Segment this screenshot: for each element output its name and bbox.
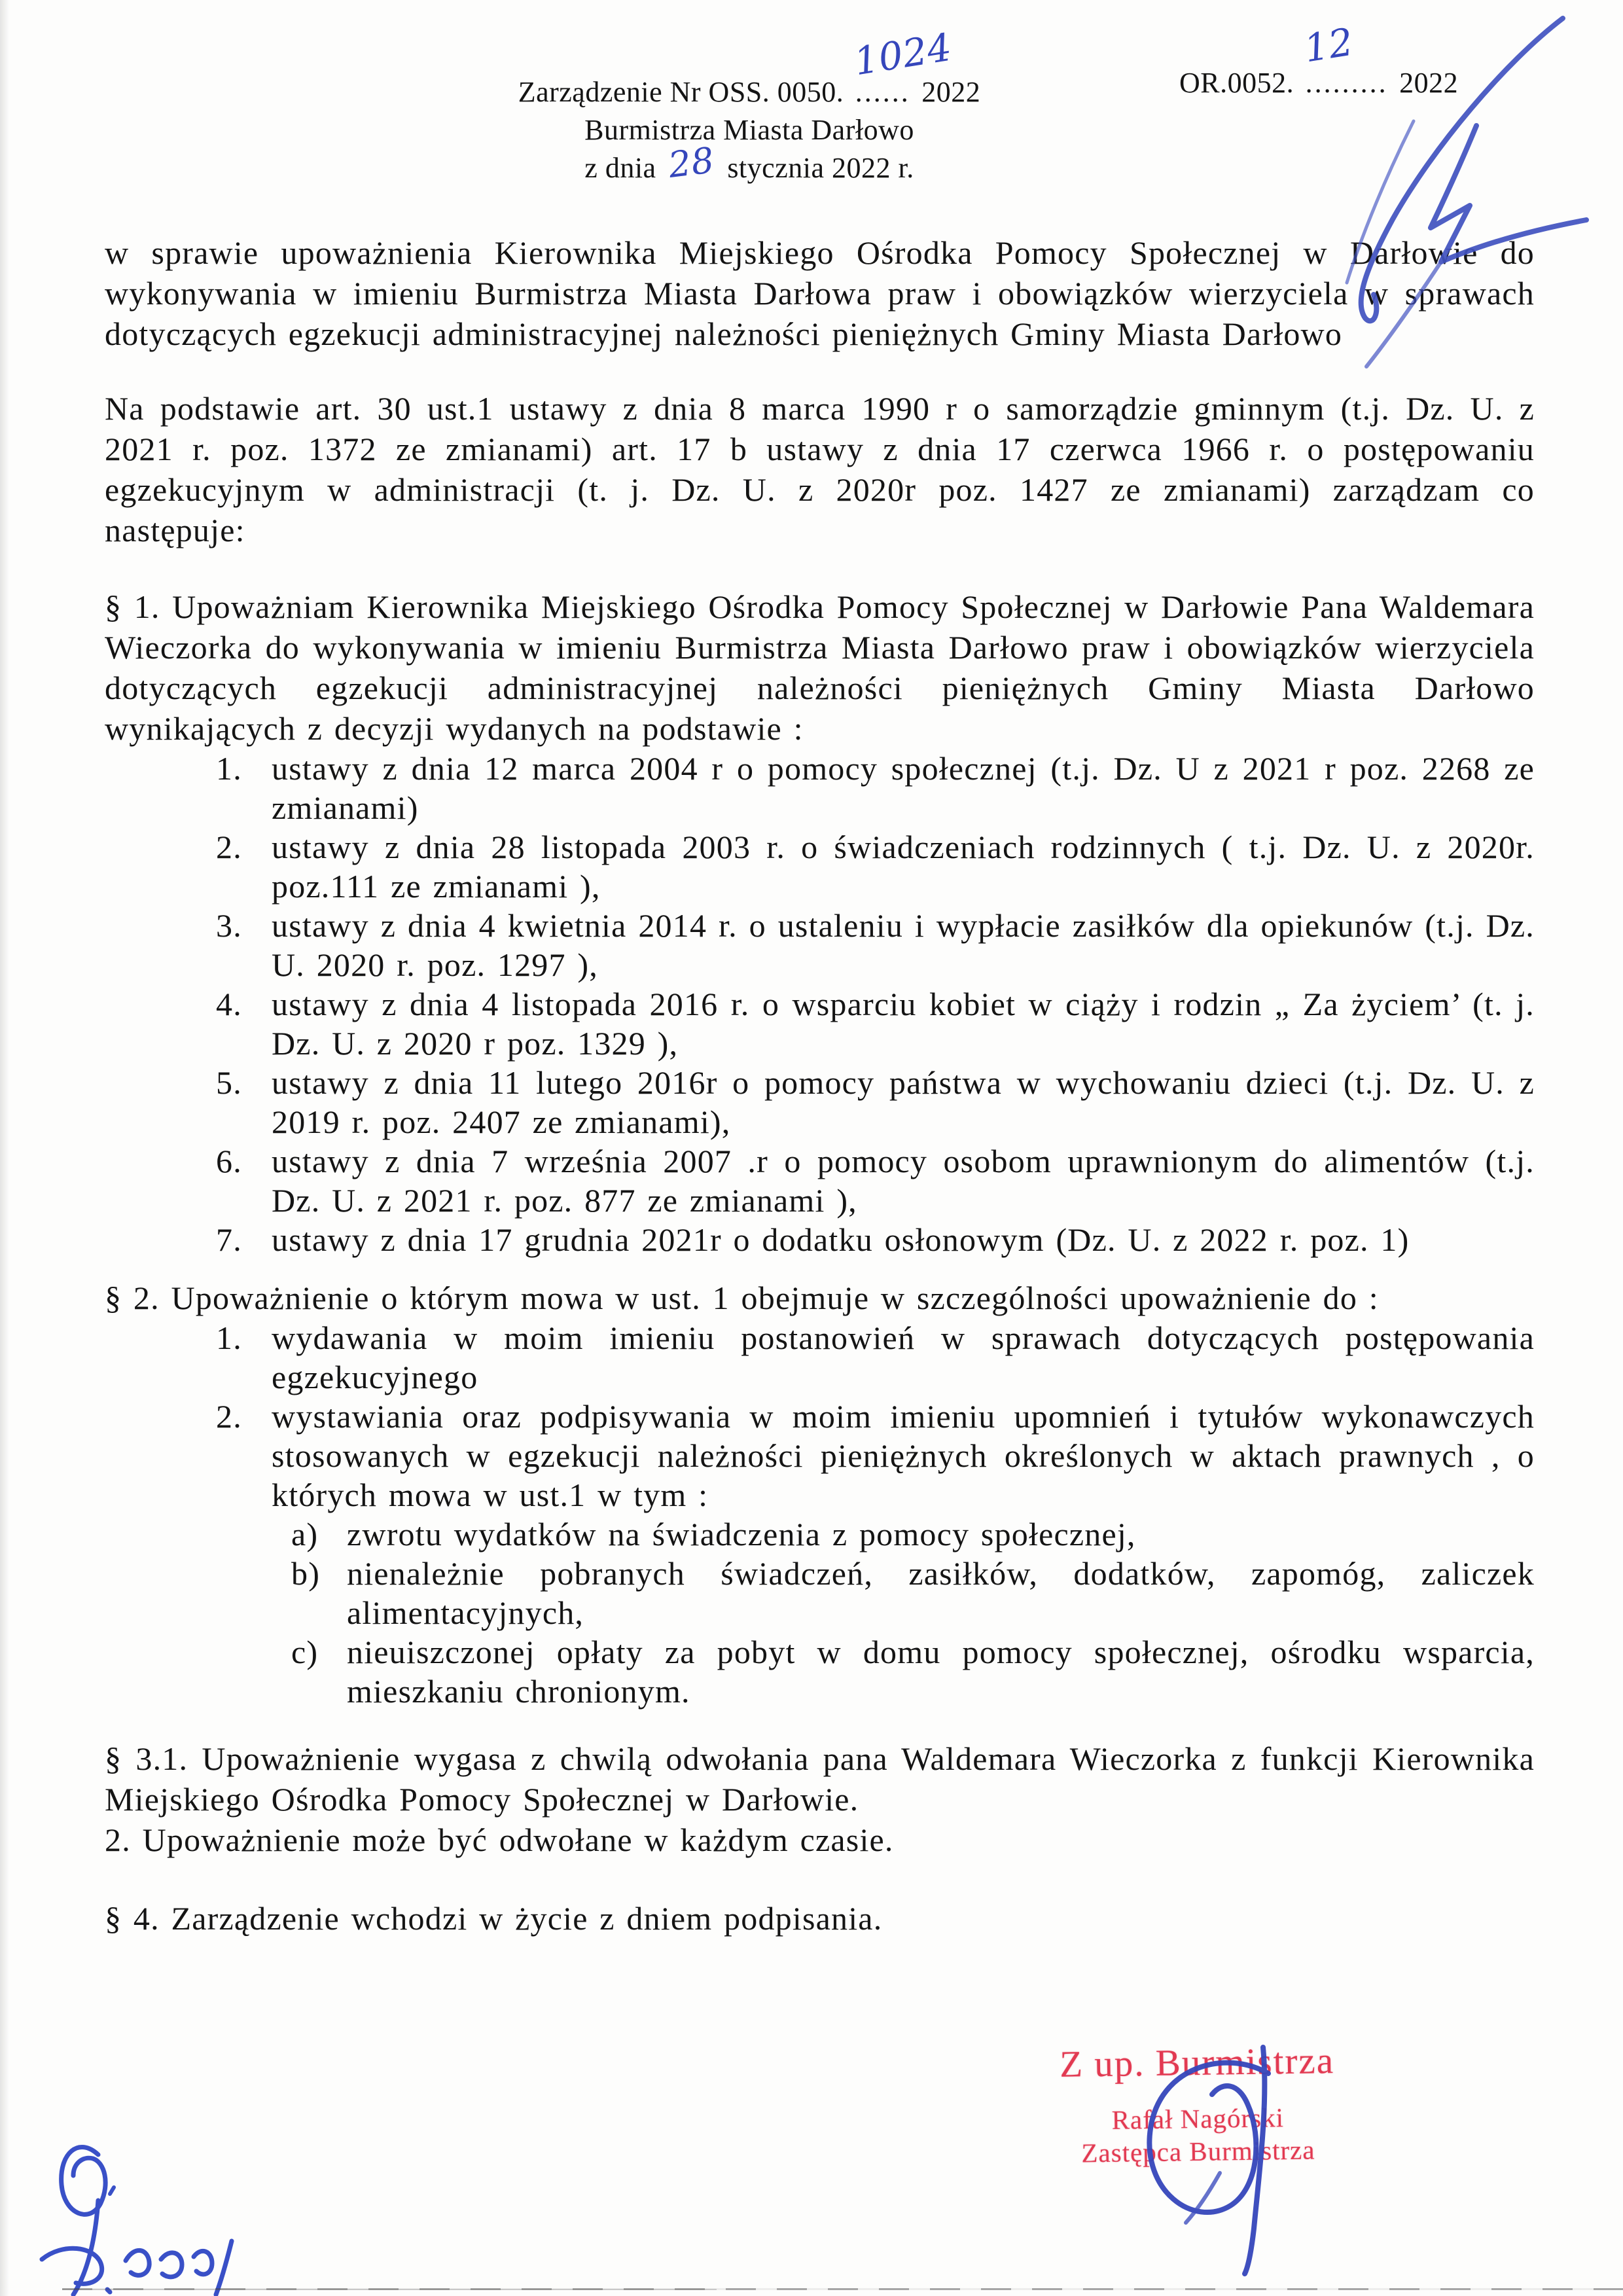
list-item xyxy=(105,827,1535,906)
dotted-line: ......... xyxy=(1305,67,1388,99)
scan-edge-shadow xyxy=(0,0,9,2296)
reference-blank xyxy=(1300,19,1392,102)
item-number: 5. xyxy=(216,1064,242,1101)
item-text: ustawy z dnia 4 kwietnia 2014 r. o ustaleniu i wypłacie zasiłków dla opiekunów (t.j. Dz. U. 2020 r. poz. 1297 ), xyxy=(272,907,1535,983)
section4-paragraph: § 4. Zarządzenie wchodzi w życie z dniem podpisania. xyxy=(105,1900,883,1937)
list-item xyxy=(105,749,1535,827)
item-number: 1. xyxy=(216,750,242,787)
item-letter: a) xyxy=(291,1516,319,1552)
issuer-line: Burmistrza Miasta Darłowo xyxy=(584,114,914,146)
sub-list-item xyxy=(105,1515,1535,1554)
section3-point2: 2. Upoważnienie może być odwołane w każdym czasie. xyxy=(105,1821,894,1858)
item-letter: b) xyxy=(291,1555,321,1592)
document-body xyxy=(105,232,1535,1939)
item-number: 6. xyxy=(216,1143,242,1179)
reference-year: 2022 xyxy=(1399,67,1459,99)
item-text: wystawiania oraz podpisywania w moim imieniu upomnień i tytułów wykonawczych stosowanych w egzekucji należności pieniężnych określonych w aktach prawnych , o których mowa w ust.1 w tym : xyxy=(272,1398,1535,1513)
reference-number xyxy=(1179,19,1459,102)
item-text: ustawy z dnia 12 marca 2004 r o pomocy społecznej (t.j. Dz. U z 2021 r poz. 2268 ze zmianami) xyxy=(272,750,1535,826)
subject-paragraph: w sprawie upoważnienia Kierownika Miejskiego Ośrodka Pomocy Społecznej w Darłowie do wykonywania w imieniu Burmistrza Miasta Darłowa praw i obowiązków wierzyciela w sprawach dotyczących egzekucji administracyjnej należności pieniężnych Gminy Miasta Darłowo xyxy=(105,234,1535,352)
list-item xyxy=(105,1220,1535,1259)
section2-intro: § 2. Upoważnienie o którym mowa w ust. 1 obejmuje w szczególności upoważnienie do : xyxy=(105,1280,1379,1316)
stamp-title-line: Zastępca Burmistrza xyxy=(1081,2134,1315,2168)
dotted-line: ...... xyxy=(855,76,910,108)
section1-intro: § 1. Upoważniam Kierownika Miejskiego Ośrodka Pomocy Społecznej w Darłowie Pana Waldemara Wieczorka do wykonywania w imieniu Burmistrza Miasta Darłowo praw i obowiązków wierzyciela dotyczących egzekucji administracyjnej należności pieniężnych Gminy Miasta Darłowo wynikających z decyzji wydanych na podstawie : xyxy=(105,588,1535,747)
item-text: wydawania w moim imieniu postanowień w sprawach dotyczących postępowania egzekucyjnego xyxy=(272,1319,1535,1395)
sub-list-item xyxy=(105,1632,1535,1711)
marginal-initials-scribble xyxy=(42,2147,232,2295)
item-number: 7. xyxy=(216,1221,242,1258)
date-prefix: z dnia xyxy=(584,152,656,184)
handwritten-ordinance-number: 1024 xyxy=(851,24,955,84)
item-number: 2. xyxy=(216,1398,242,1435)
date-suffix: stycznia 2022 r. xyxy=(727,152,914,184)
title-year: 2022 xyxy=(921,76,981,108)
list-item xyxy=(105,1318,1535,1397)
deputy-mayor-stamp xyxy=(1040,2040,1356,2172)
handwritten-day: 28 xyxy=(666,139,717,187)
item-text: nienależnie pobranych świadczeń, zasiłków, dodatków, zapomóg, zaliczek alimentacyjnych, xyxy=(347,1555,1535,1631)
item-letter: c) xyxy=(291,1634,319,1670)
sub-list-item xyxy=(105,1554,1535,1632)
section3-paragraph: § 3.1. Upoważnienie wygasa z chwilą odwołania pana Waldemara Wieczorka z funkcji Kierownika Miejskiego Ośrodka Pomocy Społecznej w Darłowie. xyxy=(105,1740,1535,1818)
item-text: zwrotu wydatków na świadczenia z pomocy społecznej, xyxy=(347,1516,1136,1552)
list-item xyxy=(105,1397,1535,1515)
item-number: 3. xyxy=(216,907,242,944)
list-item xyxy=(105,1063,1535,1141)
section1-list xyxy=(105,749,1535,1259)
item-text: ustawy z dnia 17 grudnia 2021r o dodatku osłonowym (Dz. U. z 2022 r. poz. 1) xyxy=(272,1221,1410,1258)
list-item xyxy=(105,1141,1535,1220)
item-text: nieuiszczonej opłaty za pobyt w domu pomocy społecznej, ośrodku wsparcia, mieszkaniu chronionym. xyxy=(347,1634,1535,1710)
item-text: ustawy z dnia 11 lutego 2016r o pomocy państwa w wychowaniu dzieci (t.j. Dz. U. z 2019 r. poz. 2407 ze zmianami), xyxy=(272,1064,1535,1140)
legal-basis-paragraph: Na podstawie art. 30 ust.1 ustawy z dnia 8 marca 1990 r o samorządzie gminnym (t.j. Dz. U. z 2021 r. poz. 1372 ze zmianami) art. 17 b ustawy z dnia 17 czerwca 1966 r. o postępowaniu egzekucyjnym w administracji (t. j. Dz. U. z 2020r poz. 1427 ze zmianami) zarządzam co następuje: xyxy=(105,390,1535,548)
item-number: 1. xyxy=(216,1319,242,1356)
reference-prefix: OR.0052. xyxy=(1179,67,1294,99)
stamp-authority-line: Z up. Burmistrza xyxy=(1059,2040,1335,2085)
stamp-name-line: Rafał Nagórski xyxy=(1111,2102,1285,2135)
list-item xyxy=(105,984,1535,1063)
item-number: 2. xyxy=(216,829,242,865)
scan-artifact-line-light xyxy=(62,2289,717,2290)
date-line xyxy=(0,139,1499,187)
item-text: ustawy z dnia 4 listopada 2016 r. o wsparciu kobiet w ciąży i rodzin „ Za życiem’ (t. j. Dz. U. z 2020 r poz. 1329 ), xyxy=(272,986,1535,1062)
list-item xyxy=(105,906,1535,984)
title-prefix: Zarządzenie Nr OSS. 0050. xyxy=(518,76,844,108)
item-text: ustawy z dnia 7 września 2007 .r o pomocy osobom uprawnionym do alimentów (t.j. Dz. U. z 2021 r. poz. 877 ze zmianami ), xyxy=(272,1143,1535,1219)
item-number: 4. xyxy=(216,986,242,1022)
item-text: ustawy z dnia 28 listopada 2003 r. o świadczeniach rodzinnych ( t.j. Dz. U. z 2020r. poz.111 ze zmianami ), xyxy=(272,829,1535,905)
handwritten-reference-number: 12 xyxy=(1300,19,1357,71)
section2-list xyxy=(105,1318,1535,1711)
